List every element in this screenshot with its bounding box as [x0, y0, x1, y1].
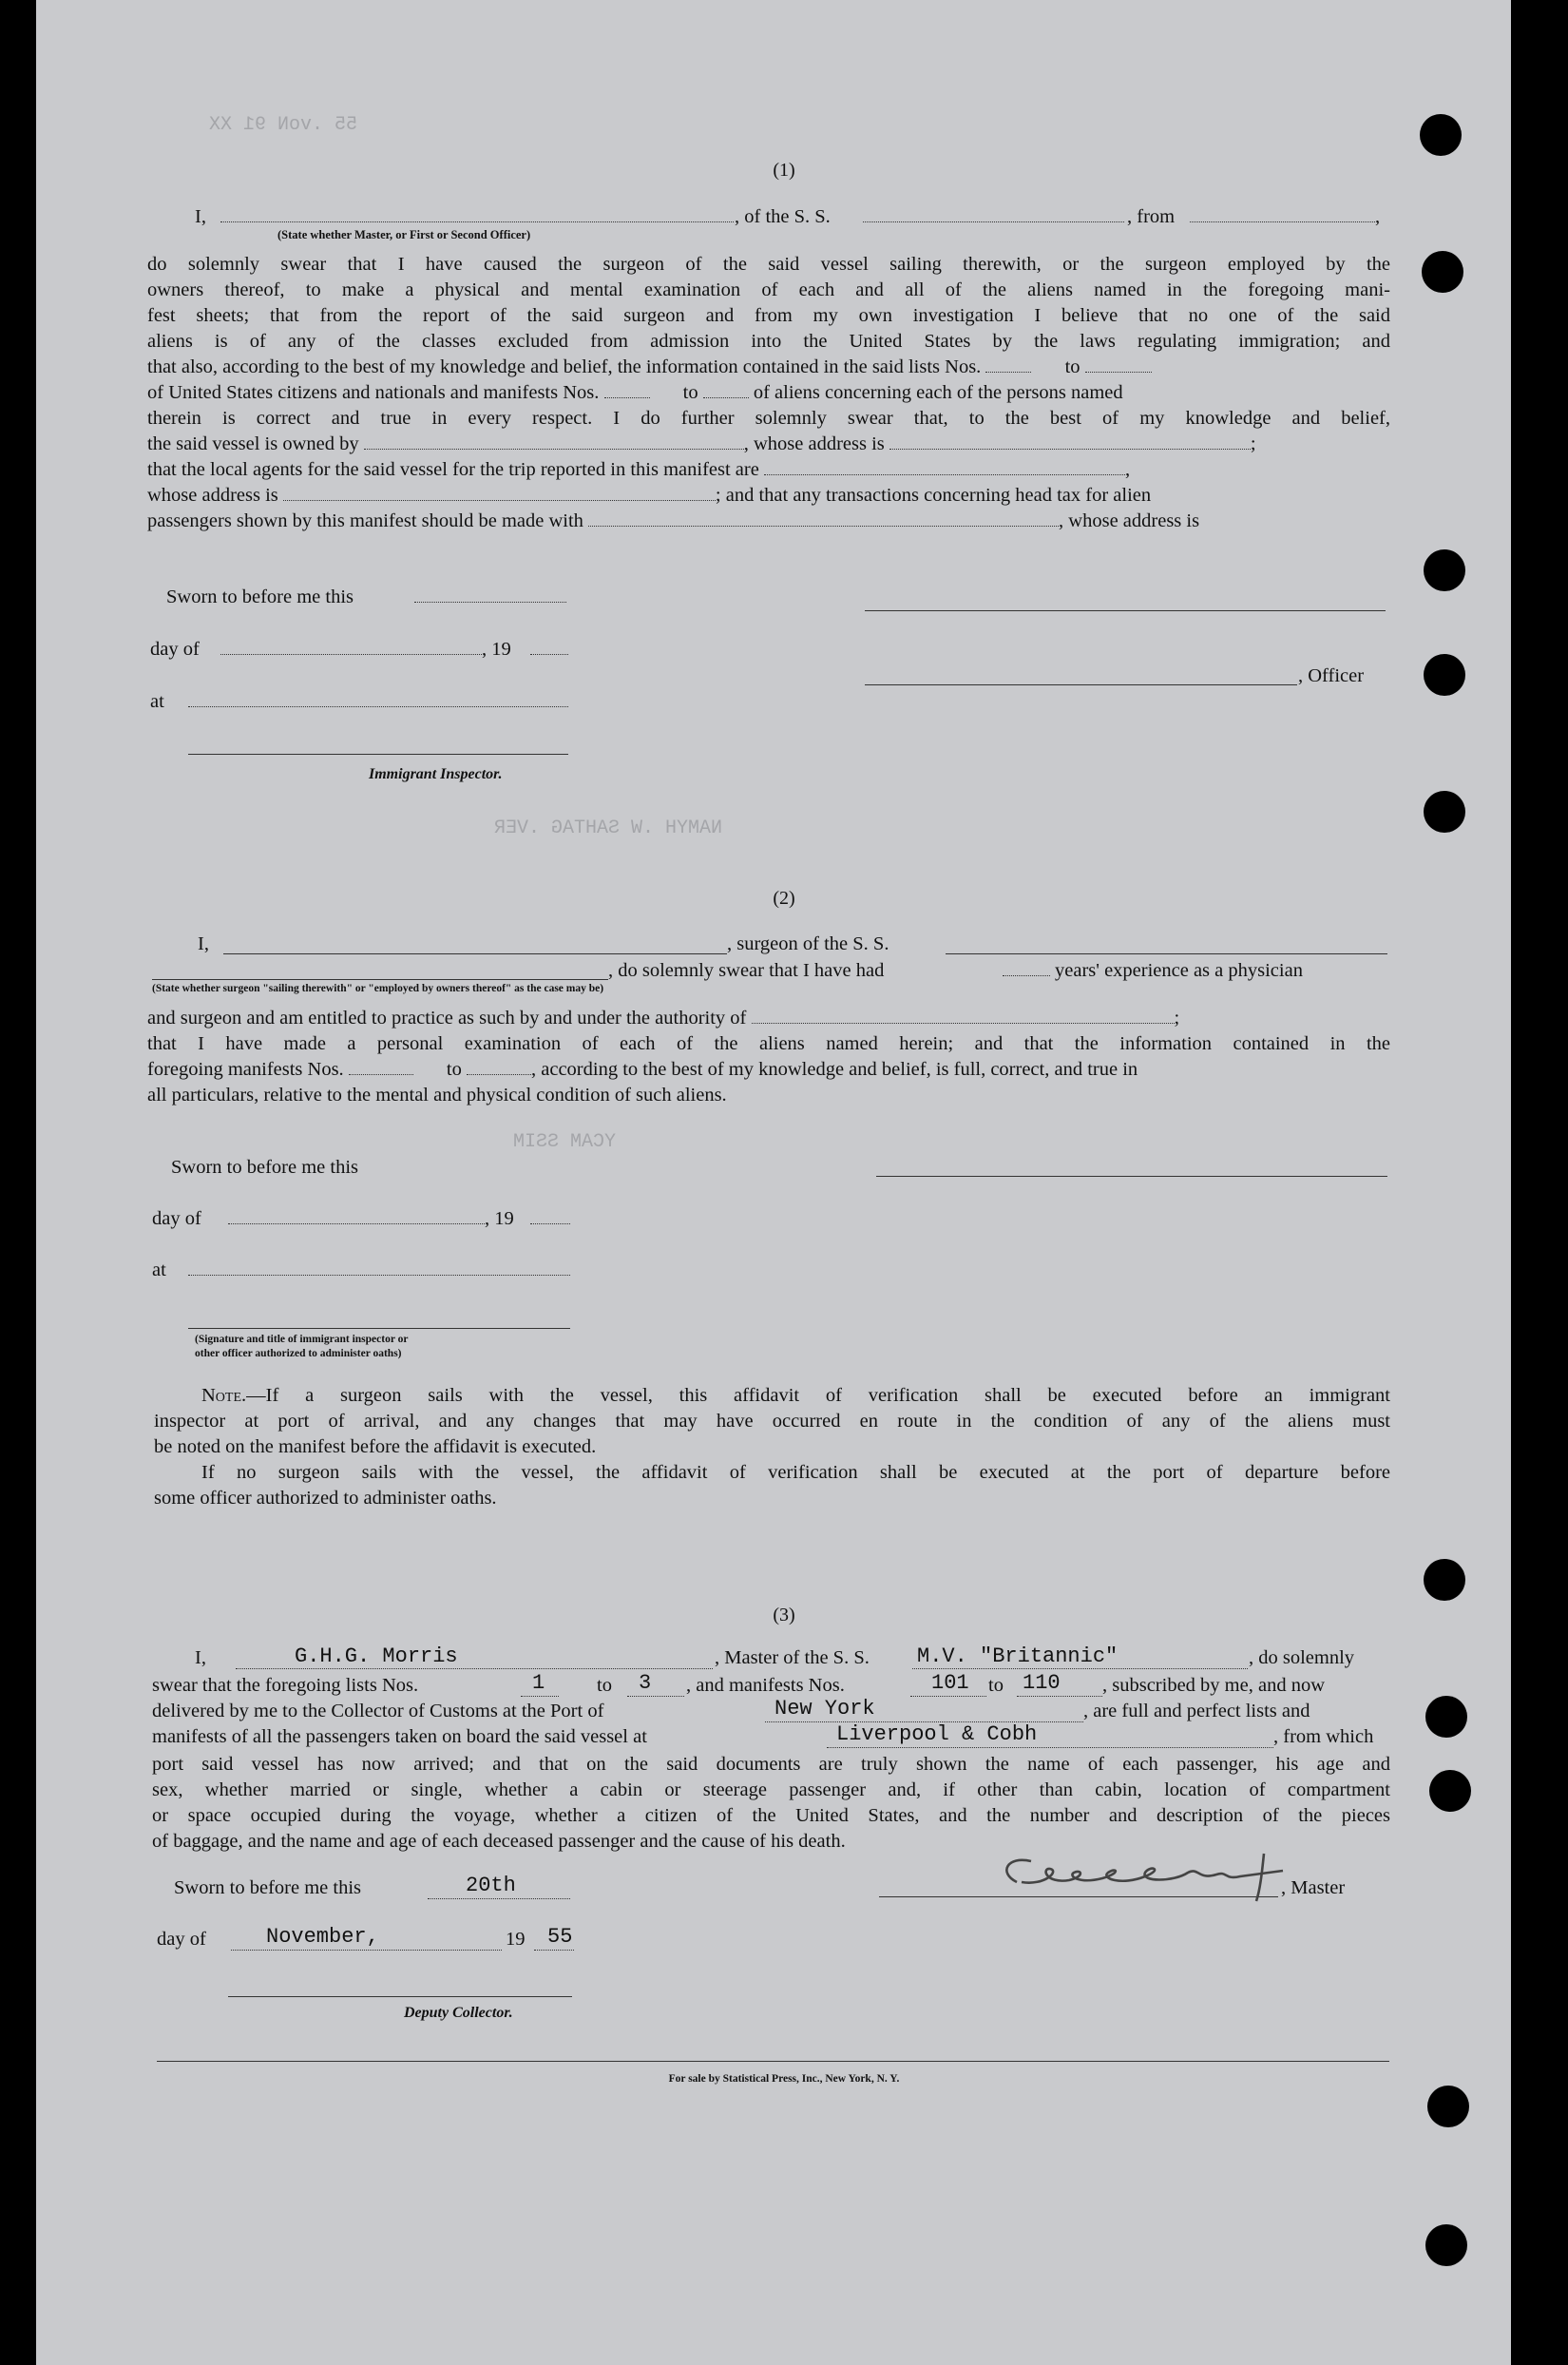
- s2-swear: , do solemnly swear that I have had: [608, 960, 885, 981]
- footer-rule: [157, 2061, 1389, 2062]
- note-line: Note.—If a surgeon sails with the vessel, this affidavit of verification shall be executed before an immigrant: [201, 1385, 1390, 1406]
- s3-l4a: manifests of all the passengers taken on board the said vessel at: [152, 1726, 647, 1747]
- s2-body-line: that I have made a personal examination of each of the aliens named herein; and that the information contained in the: [147, 1033, 1390, 1054]
- s2-i: I,: [198, 933, 209, 954]
- s1-officer-line: [865, 684, 1297, 685]
- note-line: If no surgeon sails with the vessel, the affidavit of verification shall be executed at the port of departure before: [201, 1462, 1390, 1483]
- s3-month-line: [231, 1950, 502, 1951]
- s1-body-line: fest sheets; that from the report of the said surgeon and from my own investigation I believe that no one of the said: [147, 305, 1390, 326]
- s1-sub-note: (State whether Master, or First or Second Officer): [277, 228, 531, 241]
- bleed-through: 55 .voN 91 XX: [209, 114, 358, 136]
- s3-man-to-line: [1017, 1696, 1102, 1697]
- s3-man-to: 110: [1023, 1671, 1061, 1695]
- s1-from-blank: ,: [1190, 206, 1380, 228]
- s3-l4b: , from which: [1273, 1726, 1374, 1747]
- s3-i: I,: [195, 1647, 206, 1668]
- note-line: be noted on the manifest before the affidavit is executed.: [154, 1436, 597, 1457]
- s3-departure-line: [827, 1747, 1273, 1748]
- punch-hole: [1424, 549, 1465, 591]
- s1-officer: , Officer: [1298, 665, 1365, 686]
- bleed-through: NAMYH .W SAHTAG .VER: [494, 817, 723, 839]
- s2-ship-line: [946, 953, 1387, 954]
- s2-at-blank: [188, 1259, 570, 1281]
- section-3-number: (3): [773, 1605, 795, 1625]
- s2-sig-note: (Signature and title of immigrant inspector or: [195, 1334, 409, 1345]
- s3-l2c: , subscribed by me, and now: [1102, 1675, 1325, 1696]
- s1-sworn: Sworn to before me this: [166, 586, 354, 607]
- s1-of-ss: , of the S. S.: [735, 206, 831, 227]
- s1-signature-line: [865, 610, 1386, 611]
- bleed-through: YCAM SSIM: [513, 1131, 617, 1153]
- s3-day-of: day of: [157, 1929, 206, 1950]
- s3-body-line: or space occupied during the voyage, whether a citizen of the United States, and the number and description of the pieces: [152, 1805, 1390, 1826]
- s1-body-line: the said vessel is owned by , whose address is ;: [147, 433, 1256, 454]
- s3-deputy: Deputy Collector.: [404, 2005, 513, 2021]
- s3-to: to: [597, 1675, 612, 1696]
- s2-sworn: Sworn to before me this: [171, 1157, 358, 1178]
- s3-sworn-day: 20th: [466, 1874, 516, 1897]
- s3-l2b: , and manifests Nos.: [686, 1675, 845, 1696]
- s3-l3b: , are full and perfect lists and: [1083, 1701, 1310, 1721]
- s3-year: 55: [547, 1925, 573, 1949]
- s1-i: I,: [195, 206, 206, 227]
- s3-sworn-day-line: [428, 1898, 570, 1899]
- s3-body-line: port said vessel has now arrived; and that on the said documents are truly shown the name of each passenger, his age and: [152, 1754, 1390, 1775]
- punch-hole: [1429, 1770, 1471, 1812]
- s3-year-line: [534, 1950, 574, 1951]
- s3-ship-line: [912, 1668, 1248, 1669]
- s3-list-to-line: [627, 1696, 684, 1697]
- punch-hole: [1427, 2086, 1469, 2127]
- s1-nineteen: , 19: [482, 639, 511, 660]
- s3-month: November,: [266, 1925, 379, 1949]
- s3-sworn: Sworn to before me this: [174, 1877, 361, 1898]
- s2-day-of: day of: [152, 1208, 201, 1229]
- s3-master: , Master: [1281, 1877, 1346, 1898]
- s1-ship-blank: [863, 206, 1124, 228]
- s2-title-line: [152, 979, 608, 980]
- punch-hole: [1424, 654, 1465, 696]
- s3-l2a: swear that the foregoing lists Nos.: [152, 1675, 419, 1696]
- s2-surgeon-of: , surgeon of the S. S.: [727, 933, 889, 954]
- section-2-number: (2): [773, 888, 795, 909]
- s2-year-blank: [530, 1208, 570, 1230]
- s2-nineteen: , 19: [485, 1208, 514, 1229]
- s2-sig-line: [188, 1328, 570, 1329]
- section-1-number: (1): [773, 160, 795, 181]
- punch-hole: [1422, 251, 1463, 293]
- s1-day-of: day of: [150, 639, 200, 660]
- s3-do-solemnly: , do solemnly: [1249, 1647, 1355, 1668]
- s3-departure: Liverpool & Cobh: [836, 1722, 1038, 1746]
- punch-hole: [1424, 791, 1465, 833]
- s3-port: New York: [774, 1697, 875, 1721]
- s3-list-to: 3: [639, 1671, 652, 1695]
- s2-body-line: all particulars, relative to the mental and physical condition of such aliens.: [147, 1085, 727, 1106]
- s1-year-blank: [530, 639, 568, 661]
- footer-printer: For sale by Statistical Press, Inc., New York, N. Y.: [668, 2073, 900, 2085]
- s1-inspector-line: [188, 754, 568, 755]
- s1-body-line: that the local agents for the said vessel for the trip reported in this manifest are ,: [147, 459, 1131, 480]
- s3-man-from-line: [910, 1696, 986, 1697]
- punch-hole: [1420, 114, 1462, 156]
- s3-body-line: sex, whether married or single, whether a cabin or steerage passenger and, if other than cabin, location of compartment: [152, 1779, 1390, 1800]
- s2-body-line: foregoing manifests Nos. to , according to the best of my knowledge and belief, is full, correct, and true in: [147, 1059, 1138, 1080]
- s1-day-blank: [220, 639, 482, 661]
- s3-man-from: 101: [931, 1671, 969, 1695]
- s1-body-line: that also, according to the best of my knowledge and belief, the information contained in the said lists Nos. to: [147, 355, 1390, 379]
- s1-body-line: of United States citizens and nationals and manifests Nos. to of aliens concerning each of the persons named: [147, 382, 1123, 403]
- s2-years: years' experience as a physician: [1055, 960, 1303, 981]
- punch-hole: [1425, 2224, 1467, 2266]
- s3-nineteen: 19: [506, 1929, 526, 1950]
- s2-name-line: [223, 953, 727, 954]
- s3-deputy-line: [228, 1996, 572, 1997]
- s2-sig-note: other officer authorized to administer oaths): [195, 1348, 402, 1359]
- s2-signature-line: [876, 1176, 1387, 1177]
- s3-l3a: delivered by me to the Collector of Customs at the Port of: [152, 1701, 604, 1721]
- s2-day-blank: [228, 1208, 485, 1230]
- s3-to: to: [988, 1675, 1004, 1696]
- s2-body-line: and surgeon and am entitled to practice as such by and under the authority of ;: [147, 1008, 1180, 1029]
- s1-name-blank: [220, 206, 734, 228]
- s1-body-line: aliens is of any of the classes excluded from admission into the United States by the laws regulating immigration; and: [147, 331, 1390, 352]
- s3-list-from: 1: [532, 1671, 545, 1695]
- s1-from: , from: [1127, 206, 1176, 227]
- punch-hole: [1425, 1696, 1467, 1738]
- s1-body-line: whose address is ; and that any transactions concerning head tax for alien: [147, 485, 1152, 506]
- s1-body-line: do solemnly swear that I have caused the surgeon of the said vessel sailing therewith, or the surgeon employed by the: [147, 254, 1390, 275]
- s3-list-from-line: [521, 1696, 559, 1697]
- s1-at-blank: [188, 691, 568, 713]
- s1-body-line: therein is correct and true in every respect. I do further solemnly swear that, to the best of my knowledge and belief,: [147, 408, 1390, 429]
- s1-body-line: passengers shown by this manifest should be made with , whose address is: [147, 510, 1200, 531]
- s1-sworn-blank: [414, 586, 566, 608]
- s2-sub-note: (State whether surgeon "sailing therewith" or "employed by owners thereof" as the case may be): [152, 983, 604, 994]
- s3-master-name: G.H.G. Morris: [295, 1644, 458, 1668]
- note-line: inspector at port of arrival, and any changes that may have occurred en route in the condition of any of the aliens must: [154, 1411, 1390, 1432]
- s2-at: at: [152, 1259, 166, 1280]
- s1-inspector: Immigrant Inspector.: [369, 766, 503, 782]
- s3-ship: M.V. "Britannic": [917, 1644, 1119, 1668]
- note-line: some officer authorized to administer oaths.: [154, 1488, 497, 1509]
- s1-at: at: [150, 691, 164, 712]
- s3-master-of: , Master of the S. S.: [715, 1647, 870, 1668]
- punch-hole: [1424, 1559, 1465, 1601]
- s3-name-line: [236, 1668, 713, 1669]
- s3-body-line: of baggage, and the name and age of each deceased passenger and the cause of his death.: [152, 1831, 846, 1852]
- s2-years-blank: [1003, 960, 1050, 982]
- s1-body-line: owners thereof, to make a physical and mental examination of each and all of the aliens named in the foregoing mani-: [147, 279, 1390, 300]
